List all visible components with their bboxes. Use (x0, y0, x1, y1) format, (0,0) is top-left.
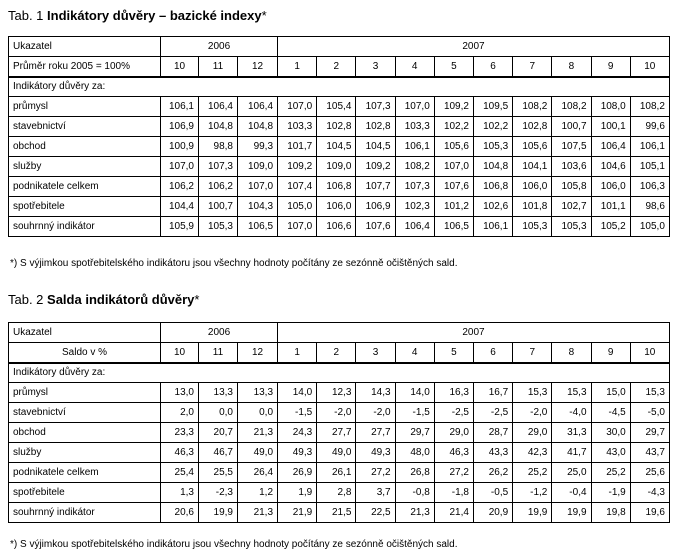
value-cell: 106,2 (199, 177, 238, 197)
value-cell: -1,8 (434, 483, 473, 503)
month-header-cell: 10 (161, 57, 199, 77)
value-cell: 100,7 (552, 117, 591, 137)
value-cell: 46,3 (161, 443, 199, 463)
value-cell: 109,2 (434, 97, 473, 117)
value-cell: -2,0 (513, 403, 552, 423)
row-label-cell: podnikatele celkem (9, 177, 161, 197)
value-cell: 100,1 (591, 117, 630, 137)
header-row-months (9, 343, 670, 363)
table2 (8, 322, 670, 523)
value-cell: 19,6 (630, 503, 669, 523)
value-cell: 107,5 (552, 137, 591, 157)
value-cell: 46,7 (199, 443, 238, 463)
year-2006-cell: 2006 (161, 323, 278, 343)
month-header-cell: 5 (434, 57, 473, 77)
value-cell: 48,0 (395, 443, 434, 463)
value-cell: 106,4 (199, 97, 238, 117)
value-cell: 3,7 (356, 483, 395, 503)
value-cell: 105,0 (278, 197, 317, 217)
value-cell: 43,7 (630, 443, 669, 463)
value-cell: 109,2 (356, 157, 395, 177)
value-cell: 107,0 (278, 217, 317, 237)
value-cell: 106,1 (161, 97, 199, 117)
row-label-cell: souhrnný indikátor (9, 503, 161, 523)
value-cell: 43,3 (473, 443, 512, 463)
row-label-cell: obchod (9, 423, 161, 443)
value-cell: 19,9 (513, 503, 552, 523)
value-cell: -4,0 (552, 403, 591, 423)
month-header-cell: 3 (356, 343, 395, 363)
value-cell: -2,0 (356, 403, 395, 423)
value-cell: -4,3 (630, 483, 669, 503)
value-cell: -0,8 (395, 483, 434, 503)
value-cell: 25,2 (591, 463, 630, 483)
table-row (9, 503, 670, 523)
value-cell: 13,0 (161, 383, 199, 403)
value-cell: 0,0 (199, 403, 238, 423)
header-row-months (9, 57, 670, 77)
table-row (9, 117, 670, 137)
value-cell: 108,0 (591, 97, 630, 117)
table1-footnote: *) S výjimkou spotřebitelského indikátoru jsou všechny hodnoty počítány ze sezónně očištěných sald. (10, 258, 458, 269)
value-cell: 49,0 (317, 443, 356, 463)
value-cell: 102,2 (473, 117, 512, 137)
value-cell: 16,7 (473, 383, 512, 403)
month-header-cell: 1 (278, 343, 317, 363)
row-label-cell: spotřebitele (9, 197, 161, 217)
value-cell: 21,3 (238, 423, 278, 443)
value-cell: 105,3 (473, 137, 512, 157)
value-cell: -0,5 (473, 483, 512, 503)
value-cell: 105,3 (199, 217, 238, 237)
value-cell: 21,3 (238, 503, 278, 523)
value-cell: 106,6 (317, 217, 356, 237)
table1-title-bold: Indikátory důvěry – bazické indexy (47, 8, 262, 23)
value-cell: 104,1 (513, 157, 552, 177)
value-cell: 106,4 (591, 137, 630, 157)
value-cell: 1,3 (161, 483, 199, 503)
value-cell: 2,0 (161, 403, 199, 423)
value-cell: -1,9 (591, 483, 630, 503)
value-cell: 107,0 (278, 97, 317, 117)
value-cell: 49,3 (356, 443, 395, 463)
row-label-cell: spotřebitele (9, 483, 161, 503)
value-cell: 106,0 (317, 197, 356, 217)
value-cell: 105,8 (552, 177, 591, 197)
value-cell: 21,4 (434, 503, 473, 523)
month-header-cell: 12 (238, 343, 278, 363)
value-cell: 105,4 (317, 97, 356, 117)
value-cell: 106,5 (238, 217, 278, 237)
value-cell: 104,8 (238, 117, 278, 137)
value-cell: 29,0 (513, 423, 552, 443)
value-cell: 101,1 (591, 197, 630, 217)
table1 (8, 36, 670, 237)
header-label-cell: Ukazatel (9, 37, 161, 57)
value-cell: 107,6 (356, 217, 395, 237)
value-cell: 103,3 (395, 117, 434, 137)
table-row (9, 483, 670, 503)
month-header-cell: 9 (591, 57, 630, 77)
value-cell: 105,6 (434, 137, 473, 157)
value-cell: 104,6 (591, 157, 630, 177)
value-cell: 2,8 (317, 483, 356, 503)
value-cell: 107,0 (395, 97, 434, 117)
value-cell: 104,5 (356, 137, 395, 157)
value-cell: 99,3 (238, 137, 278, 157)
value-cell: 98,6 (630, 197, 669, 217)
value-cell: 1,9 (278, 483, 317, 503)
value-cell: -2,5 (434, 403, 473, 423)
value-cell: 99,6 (630, 117, 669, 137)
value-cell: 109,0 (317, 157, 356, 177)
base-label-cell: Saldo v % (9, 343, 161, 363)
value-cell: 106,9 (356, 197, 395, 217)
table1-title-prefix: Tab. 1 (8, 8, 48, 23)
value-cell: 107,6 (434, 177, 473, 197)
value-cell: 25,0 (552, 463, 591, 483)
month-header-cell: 9 (591, 343, 630, 363)
value-cell: 49,0 (238, 443, 278, 463)
value-cell: 106,0 (591, 177, 630, 197)
value-cell: 107,3 (199, 157, 238, 177)
value-cell: 105,1 (630, 157, 669, 177)
value-cell: 107,4 (278, 177, 317, 197)
table-row (9, 463, 670, 483)
value-cell: -2,0 (317, 403, 356, 423)
month-header-cell: 4 (395, 343, 434, 363)
value-cell: 29,0 (434, 423, 473, 443)
value-cell: 105,3 (552, 217, 591, 237)
value-cell: 106,1 (473, 217, 512, 237)
value-cell: 108,2 (630, 97, 669, 117)
value-cell: 13,3 (199, 383, 238, 403)
value-cell: 108,2 (395, 157, 434, 177)
value-cell: 49,3 (278, 443, 317, 463)
value-cell: 30,0 (591, 423, 630, 443)
month-header-cell: 2 (317, 57, 356, 77)
value-cell: 106,0 (513, 177, 552, 197)
table-row (9, 157, 670, 177)
row-label-cell: obchod (9, 137, 161, 157)
table-row (9, 137, 670, 157)
value-cell: 26,8 (395, 463, 434, 483)
value-cell: -2,5 (473, 403, 512, 423)
value-cell: 26,2 (473, 463, 512, 483)
value-cell: 14,0 (278, 383, 317, 403)
header-label-cell: Ukazatel (9, 323, 161, 343)
table2-title (8, 292, 199, 307)
value-cell: 104,4 (161, 197, 199, 217)
value-cell: 21,3 (395, 503, 434, 523)
value-cell: 106,4 (238, 97, 278, 117)
table-row (9, 423, 670, 443)
value-cell: 106,9 (161, 117, 199, 137)
row-label-cell: průmysl (9, 97, 161, 117)
value-cell: 109,5 (473, 97, 512, 117)
value-cell: 102,6 (473, 197, 512, 217)
value-cell: 27,2 (356, 463, 395, 483)
value-cell: 108,2 (513, 97, 552, 117)
value-cell: 107,7 (356, 177, 395, 197)
value-cell: 21,5 (317, 503, 356, 523)
value-cell: 31,3 (552, 423, 591, 443)
value-cell: 24,3 (278, 423, 317, 443)
month-header-cell: 7 (513, 343, 552, 363)
month-header-cell: 10 (630, 343, 669, 363)
value-cell: -2,3 (199, 483, 238, 503)
value-cell: 103,3 (278, 117, 317, 137)
month-header-cell: 8 (552, 343, 591, 363)
table-row (9, 97, 670, 117)
row-label-cell: stavebnictví (9, 403, 161, 423)
table2-title-suffix: * (194, 292, 200, 307)
value-cell: 109,0 (238, 157, 278, 177)
header-row-years (9, 37, 670, 57)
row-label-cell: služby (9, 443, 161, 463)
table-row (9, 443, 670, 463)
month-header-cell: 8 (552, 57, 591, 77)
section-row (9, 77, 670, 97)
value-cell: 109,2 (278, 157, 317, 177)
value-cell: 13,3 (238, 383, 278, 403)
value-cell: 23,3 (161, 423, 199, 443)
value-cell: -1,5 (395, 403, 434, 423)
value-cell: -4,5 (591, 403, 630, 423)
value-cell: 15,0 (591, 383, 630, 403)
value-cell: 104,8 (473, 157, 512, 177)
value-cell: 42,3 (513, 443, 552, 463)
row-label-cell: podnikatele celkem (9, 463, 161, 483)
section-label-cell: Indikátory důvěry za: (9, 77, 670, 97)
table-row (9, 383, 670, 403)
value-cell: 19,9 (199, 503, 238, 523)
value-cell: 20,9 (473, 503, 512, 523)
value-cell: 108,2 (552, 97, 591, 117)
value-cell: 100,9 (161, 137, 199, 157)
value-cell: 26,1 (317, 463, 356, 483)
row-label-cell: stavebnictví (9, 117, 161, 137)
value-cell: -0,4 (552, 483, 591, 503)
month-header-cell: 1 (278, 57, 317, 77)
value-cell: 1,2 (238, 483, 278, 503)
value-cell: 106,8 (317, 177, 356, 197)
table-row (9, 217, 670, 237)
value-cell: 101,8 (513, 197, 552, 217)
value-cell: 105,3 (513, 217, 552, 237)
month-header-cell: 4 (395, 57, 434, 77)
value-cell: 15,3 (630, 383, 669, 403)
value-cell: 20,7 (199, 423, 238, 443)
month-header-cell: 6 (473, 57, 512, 77)
value-cell: 25,4 (161, 463, 199, 483)
value-cell: 27,7 (356, 423, 395, 443)
month-header-cell: 3 (356, 57, 395, 77)
value-cell: 106,1 (395, 137, 434, 157)
value-cell: 14,3 (356, 383, 395, 403)
value-cell: 27,2 (434, 463, 473, 483)
value-cell: 19,8 (591, 503, 630, 523)
value-cell: 103,6 (552, 157, 591, 177)
month-header-cell: 6 (473, 343, 512, 363)
value-cell: 41,7 (552, 443, 591, 463)
value-cell: 29,7 (395, 423, 434, 443)
month-header-cell: 12 (238, 57, 278, 77)
value-cell: 105,2 (591, 217, 630, 237)
value-cell: 104,8 (199, 117, 238, 137)
value-cell: 105,6 (513, 137, 552, 157)
value-cell: 107,3 (395, 177, 434, 197)
section-row (9, 363, 670, 383)
month-header-cell: 11 (199, 343, 238, 363)
table2-title-prefix: Tab. 2 (8, 292, 48, 307)
section-label-cell: Indikátory důvěry za: (9, 363, 670, 383)
month-header-cell: 10 (161, 343, 199, 363)
value-cell: 25,5 (199, 463, 238, 483)
value-cell: -1,5 (278, 403, 317, 423)
value-cell: 106,1 (630, 137, 669, 157)
value-cell: 26,9 (278, 463, 317, 483)
value-cell: 106,8 (473, 177, 512, 197)
value-cell: 28,7 (473, 423, 512, 443)
value-cell: 102,8 (317, 117, 356, 137)
month-header-cell: 11 (199, 57, 238, 77)
value-cell: 104,3 (238, 197, 278, 217)
value-cell: 22,5 (356, 503, 395, 523)
value-cell: 106,2 (161, 177, 199, 197)
month-header-cell: 7 (513, 57, 552, 77)
value-cell: 101,2 (434, 197, 473, 217)
value-cell: 29,7 (630, 423, 669, 443)
year-2006-cell: 2006 (161, 37, 278, 57)
value-cell: -1,2 (513, 483, 552, 503)
value-cell: -5,0 (630, 403, 669, 423)
value-cell: 102,3 (395, 197, 434, 217)
value-cell: 102,2 (434, 117, 473, 137)
row-label-cell: souhrnný indikátor (9, 217, 161, 237)
value-cell: 25,2 (513, 463, 552, 483)
base-label-cell: Průměr roku 2005 = 100% (9, 57, 161, 77)
table1-title (8, 8, 267, 23)
value-cell: 104,5 (317, 137, 356, 157)
table2-title-bold: Salda indikátorů důvěry (47, 292, 195, 307)
value-cell: 27,7 (317, 423, 356, 443)
value-cell: 12,3 (317, 383, 356, 403)
year-2007-cell: 2007 (278, 37, 670, 57)
value-cell: 25,6 (630, 463, 669, 483)
month-header-cell: 10 (630, 57, 669, 77)
table-row (9, 177, 670, 197)
value-cell: 98,8 (199, 137, 238, 157)
value-cell: 107,3 (356, 97, 395, 117)
value-cell: 16,3 (434, 383, 473, 403)
value-cell: 26,4 (238, 463, 278, 483)
table1-title-suffix: * (261, 8, 267, 23)
value-cell: 46,3 (434, 443, 473, 463)
table2-footnote: *) S výjimkou spotřebitelského indikátoru jsou všechny hodnoty počítány ze sezónně očištěných sald. (10, 539, 458, 550)
value-cell: 14,0 (395, 383, 434, 403)
value-cell: 102,7 (552, 197, 591, 217)
value-cell: 102,8 (513, 117, 552, 137)
row-label-cell: průmysl (9, 383, 161, 403)
value-cell: 20,6 (161, 503, 199, 523)
value-cell: 106,4 (395, 217, 434, 237)
value-cell: 105,9 (161, 217, 199, 237)
value-cell: 15,3 (513, 383, 552, 403)
value-cell: 105,0 (630, 217, 669, 237)
value-cell: 102,8 (356, 117, 395, 137)
value-cell: 107,0 (238, 177, 278, 197)
value-cell: 0,0 (238, 403, 278, 423)
value-cell: 107,0 (161, 157, 199, 177)
value-cell: 19,9 (552, 503, 591, 523)
table-row (9, 403, 670, 423)
month-header-cell: 2 (317, 343, 356, 363)
year-2007-cell: 2007 (278, 323, 670, 343)
value-cell: 100,7 (199, 197, 238, 217)
value-cell: 101,7 (278, 137, 317, 157)
value-cell: 107,0 (434, 157, 473, 177)
month-header-cell: 5 (434, 343, 473, 363)
value-cell: 106,5 (434, 217, 473, 237)
row-label-cell: služby (9, 157, 161, 177)
value-cell: 15,3 (552, 383, 591, 403)
value-cell: 21,9 (278, 503, 317, 523)
value-cell: 43,0 (591, 443, 630, 463)
header-row-years (9, 323, 670, 343)
table-row (9, 197, 670, 217)
value-cell: 106,3 (630, 177, 669, 197)
